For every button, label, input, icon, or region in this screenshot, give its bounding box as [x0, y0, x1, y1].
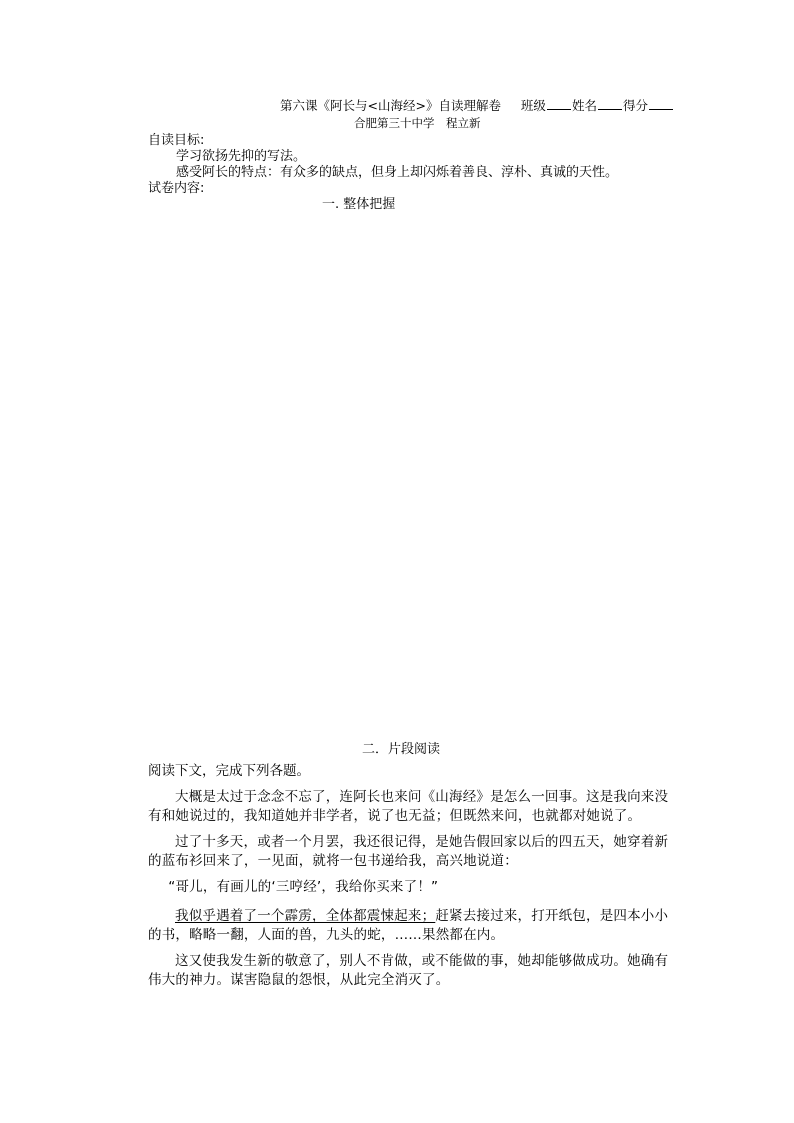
goal-item-2: 感受阿长的特点：有众多的缺点，但身上却闪烁着善良、淳朴、真诚的天性。: [176, 165, 619, 180]
passage-paragraph-4: [148, 907, 676, 945]
score-blank[interactable]: [649, 98, 673, 110]
content-label: 试卷内容:: [148, 181, 205, 196]
page-title: [280, 96, 674, 114]
title-text: 第六课《阿长与<山海经>》自读理解卷: [280, 98, 501, 113]
underlined-sentence: 我似乎遇着了一个霹雳，全体都震悚起来；: [175, 908, 436, 924]
section1-heading: 一. 整体把握: [322, 197, 396, 212]
goals-label: 自读目标:: [148, 133, 205, 148]
name-blank[interactable]: [598, 98, 622, 110]
passage-paragraph-1: 大概是太过于念念不忘了，连阿长也来问《山海经》是怎么一回事。这是我向来没有和她说过的，我知道她并非学者，说了也无益；但既然来问，也就都对她说了。: [148, 789, 669, 824]
class-label: 班级: [520, 98, 546, 113]
passage-paragraph-2: 过了十多天，或者一个月罢，我还很记得，是她告假回家以后的四五天，她穿着新的蓝布衫回来了，一见面，就将一包书递给我，高兴地说道：: [148, 834, 669, 869]
reading-instruction: 阅读下文，完成下列各题。: [148, 763, 310, 779]
passage-paragraph-3: “哥儿，有画儿的‘三哼经’，我给你买来了！”: [168, 879, 439, 895]
score-label: 得分: [622, 98, 648, 113]
paragraph-4-rest: 赶紧去接过来，打开纸包，是四本小小的书，略略一翻，人面的兽，九头的蛇，……果然都在内。: [148, 908, 669, 943]
passage-paragraph-5: 这又使我发生新的敬意了，别人不肯做，或不能做的事，她却能够做成功。她确有伟大的神力。谋害隐鼠的怨恨，从此完全消灭了。: [148, 953, 669, 988]
name-label: 姓名: [571, 98, 597, 113]
school-author: 合肥第三十中学 程立新: [354, 116, 481, 130]
goal-item-1: 学习欲扬先抑的写法。: [176, 149, 307, 164]
section2-heading: 二．片段阅读: [362, 742, 441, 757]
class-blank[interactable]: [547, 98, 571, 110]
